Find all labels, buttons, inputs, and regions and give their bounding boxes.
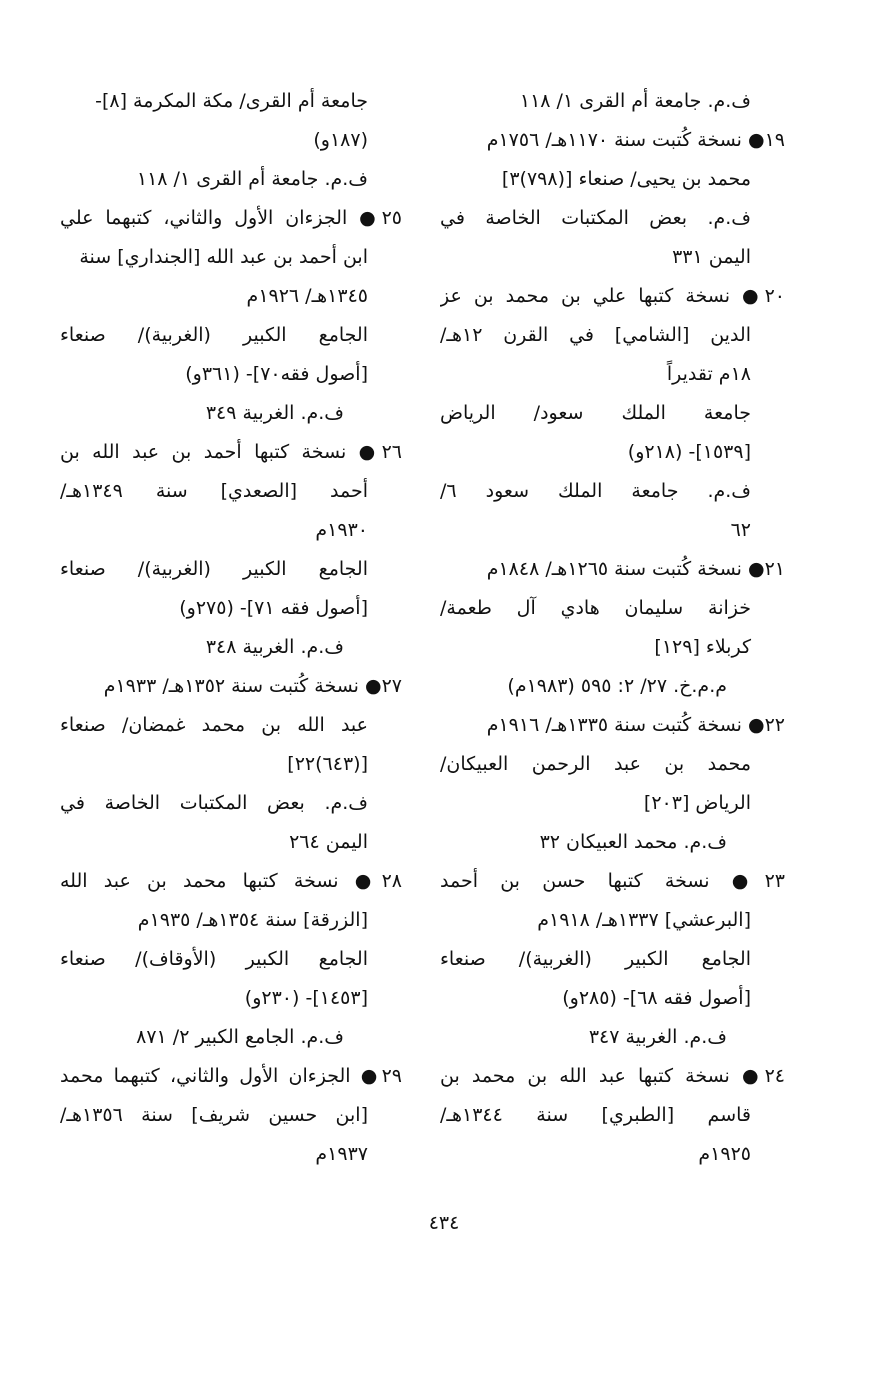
text-line: الدين [الشامي] في القرن ١٢هـ/ — [440, 324, 751, 346]
text-line: كربلاء [١٢٩] — [654, 636, 751, 658]
text-line: الجامع الكبير (الغربية)/ صنعاء — [60, 558, 368, 580]
text-line: ١٩٣٠م — [315, 519, 368, 541]
text-line: ابن أحمد بن عبد الله [الجنداري] سنة — [79, 246, 368, 268]
text-line: [أصول فقه ٦٨]- (٢٨٥و) — [562, 987, 751, 1009]
text-line: ف.م. الغربية ٣٤٧ — [588, 1026, 727, 1048]
text-line: ف.م. بعض المكتبات الخاصة في — [440, 207, 751, 229]
text-line: ١٩● نسخة كُتبت سنة ١١٧٠هـ/ ١٧٥٦م — [486, 129, 785, 151]
text-line: أحمد [الصعدي] سنة ١٣٤٩هـ/ — [60, 480, 368, 502]
text-line: الجامع الكبير (الغربية)/ صنعاء — [440, 948, 751, 970]
left-column — [60, 82, 402, 1174]
text-line: جامعة الملك سعود/ الرياض — [440, 402, 751, 424]
text-line: ف.م. جامعة الملك سعود ٦/ — [440, 480, 751, 502]
text-line: [البرعشي] ١٣٣٧هـ/ ١٩١٨م — [537, 909, 751, 931]
text-line: [أصول فقه ٧١]- (٢٧٥و) — [179, 597, 368, 619]
text-line: (١٨٧و) — [313, 129, 368, 151]
text-line: ٢٢● نسخة كُتبت سنة ١٣٣٥هـ/ ١٩١٦م — [486, 714, 785, 736]
text-line: محمد بن عبد الرحمن العبيكان/ — [440, 753, 751, 775]
text-line: قاسم [الطبري] سنة ١٣٤٤هـ/ — [440, 1104, 751, 1126]
text-line: [١٥٣٩]- (٢١٨و) — [627, 441, 751, 463]
text-line: ١٩٢٥م — [698, 1143, 751, 1165]
text-line: [(٦٤٣)٢٢] — [287, 753, 368, 775]
text-line: ٢٦● نسخة كتبها أحمد بن عبد الله بن — [60, 441, 402, 463]
text-line: ٢٣● نسخة كتبها حسن بن أحمد — [440, 870, 785, 892]
text-line: [١٤٥٣]- (٢٣٠و) — [244, 987, 368, 1009]
text-line: ٢٨● نسخة كتبها محمد بن عبد الله — [60, 870, 402, 892]
text-line: خزانة سليمان هادي آل طعمة/ — [440, 597, 751, 619]
text-line: [ابن حسين شريف] سنة ١٣٥٦هـ/ — [60, 1104, 368, 1126]
text-line: ٢٤● نسخة كتبها عبد الله بن محمد بن — [440, 1065, 785, 1087]
text-line: ١٨م تقديراً — [666, 363, 751, 385]
text-line: ٢٠● نسخة كتبها علي بن محمد بن عز — [440, 285, 785, 307]
text-line: ٢١● نسخة كُتبت سنة ١٢٦٥هـ/ ١٨٤٨م — [486, 558, 785, 580]
text-line: اليمن ٢٦٤ — [289, 831, 368, 853]
text-line: الجامع الكبير (الغربية)/ صنعاء — [60, 324, 368, 346]
text-line: الجامع الكبير (الأوقاف)/ صنعاء — [60, 948, 368, 970]
text-line: ف.م. الغربية ٣٤٨ — [205, 636, 344, 658]
text-line: محمد بن يحيى/ صنعاء [(٧٩٨)٣] — [501, 168, 751, 190]
text-line: ٦٢ — [730, 519, 751, 541]
text-line: ف.م. جامعة أم القرى ١/ ١١٨ — [519, 90, 751, 112]
text-line: [أصول فقه٧٠]- (٣٦١و) — [185, 363, 368, 385]
text-line: ف.م. الغربية ٣٤٩ — [205, 402, 344, 424]
text-line: [الزرقة] سنة ١٣٥٤هـ/ ١٩٣٥م — [137, 909, 368, 931]
text-line: ٢٧● نسخة كُتبت سنة ١٣٥٢هـ/ ١٩٣٣م — [103, 675, 402, 697]
text-line: ف.م. جامعة أم القرى ١/ ١١٨ — [136, 168, 368, 190]
text-line: ف.م. بعض المكتبات الخاصة في — [60, 792, 368, 814]
text-line: عبد الله بن محمد غمضان/ صنعاء — [60, 714, 368, 736]
text-line: الرياض [٢٠٣] — [643, 792, 751, 814]
text-line: ف.م. محمد العبيكان ٣٢ — [539, 831, 727, 853]
text-line: ١٣٤٥هـ/ ١٩٢٦م — [246, 285, 368, 307]
right-column — [440, 82, 785, 1174]
text-line: م.م.خ. ٢٧/ ٢: ٥٩٥ (١٩٨٣م) — [507, 675, 727, 697]
text-line: ١٩٣٧م — [315, 1143, 368, 1165]
text-line: ٢٩● الجزءان الأول والثاني، كتبهما محمد — [60, 1065, 402, 1087]
text-line: اليمن ٣٣١ — [672, 246, 751, 268]
text-line: ٢٥● الجزءان الأول والثاني، كتبهما علي — [60, 207, 402, 229]
text-line: جامعة أم القرى/ مكة المكرمة [٨]- — [95, 90, 368, 112]
page-number: ٤٣٤ — [428, 1212, 460, 1234]
text-line: ف.م. الجامع الكبير ٢/ ٨٧١ — [136, 1026, 344, 1048]
